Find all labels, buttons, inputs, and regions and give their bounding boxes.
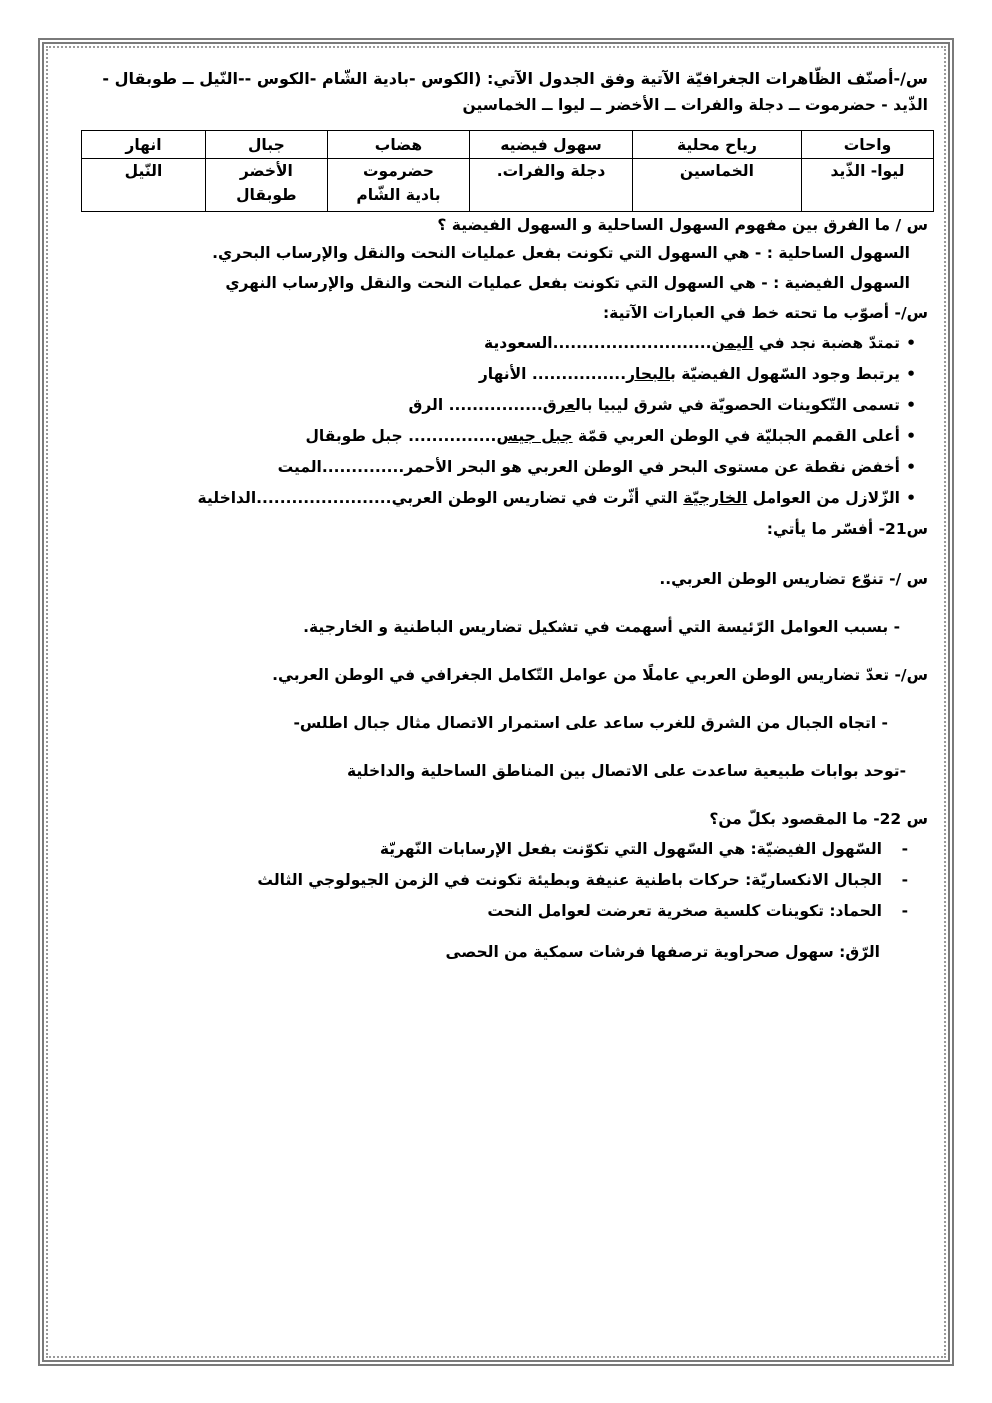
item-text: تسمى التّكوينات الحصويّة في شرق ليبيا بال (575, 396, 900, 414)
underlined-word: البحار (626, 365, 670, 383)
table-cell-plateaus (327, 159, 469, 212)
item-answer: ................ الرق (408, 396, 543, 414)
worksheet (64, 66, 928, 965)
table-header-cell: واحات (801, 131, 933, 159)
list-item (64, 328, 928, 359)
item-text: يرتبط وجود السّهول الفيضيّة ب (669, 365, 900, 383)
table-header-cell: انهار (82, 131, 206, 159)
question-plains-difference (64, 212, 928, 298)
list-item: - السّهول الفيضيّة: هي السّهول التي تكوّنت بفعل الإرسابات النّهريّة (64, 834, 928, 865)
cell-text: الخماسين (679, 162, 754, 180)
table-header-cell: جبال (205, 131, 327, 159)
table-header-cell: سهول فيضيه (470, 131, 633, 159)
item-text: أخفض نقطة عن مستوى البحر في الوطن العربي هو البحر الأحمر (404, 458, 900, 476)
list-item: - الحماد: تكوينات كلسية صخرية تعرضت لعوامل النحت (64, 896, 928, 927)
question-classify (64, 66, 928, 118)
list-item (64, 421, 928, 452)
table-header-cell: رياح محلية (632, 131, 801, 159)
list-item (64, 359, 928, 390)
table-header-cell: هضاب (327, 131, 469, 159)
sub-question: س/- تعدّ تضاريس الوطن العربي عاملًا من عوامل التّكامل الجغرافي في الوطن العربي. (272, 666, 928, 684)
table-row (82, 159, 934, 212)
table-cell-mountains (205, 159, 327, 212)
classification-table (81, 130, 934, 212)
answer-coastal-plains: السهول الساحلية : - هي السهول التي تكونت بفعل عمليات النحت والنقل والإرساب البحري. (212, 244, 910, 262)
cell-text: طوبقال (236, 186, 297, 204)
item-answer: ...........................السعودية (484, 334, 712, 352)
table-cell-oases (801, 159, 933, 212)
definitions-list (64, 834, 928, 927)
list-item: - الجبال الانكساريّة: حركات باطنية عنيفة وبطيئة تكونت في الزمن الجيولوجي الثالث (64, 865, 928, 896)
cell-text: حضرموت (362, 162, 434, 180)
underlined-word: اليمن (711, 334, 754, 352)
question-definitions (64, 804, 928, 965)
answer-text: - اتجاه الجبال من الشرق للغرب ساعد على استمرار الاتصال مثال جبال اطلس- (293, 714, 888, 732)
question-classify-line2: الذّيد - حضرموت ــ دجلة والفرات ــ الأخضر ــ ليوا ــ الخماسين (462, 96, 928, 114)
section-title: س21- أفسّر ما يأتي: (766, 520, 928, 538)
list-item (64, 390, 928, 421)
question-classify-line1: س/-أصنّف الظّاهرات الجغرافيّة الآتية وفق الجدول الآتي: (الكوس -بادية الشّام -الكوس --النّيل ــ طوبقال - (102, 69, 928, 88)
answer-text: - بسبب العوامل الرّئيسة التي أسهمت في تشكيل تضاريس الباطنية و الخارجية. (303, 618, 900, 636)
section-title: س 22- ما المقصود بكلّ من؟ (709, 810, 928, 828)
cell-text: ليوا- الذّيد (830, 162, 905, 180)
answer-text: -توحد بوابات طبيعية ساعدت على الاتصال بين المناطق الساحلية والداخلية (347, 762, 906, 780)
underlined-word: جبل جيس (496, 427, 573, 445)
item-text: تمتدّ هضبة نجد في (753, 334, 900, 352)
item-text: أعلى القمم الجبليّة في الوطن العربي قمّة (572, 427, 900, 445)
question-text: س / ما الفرق بين مفهوم السهول الساحلية و السهول الفيضية ؟ (437, 216, 928, 234)
list-item (64, 452, 928, 483)
table-cell-plains (470, 159, 633, 212)
question-explain (64, 514, 928, 784)
question-text: س/- أصوّب ما تحته خط في العبارات الآتية: (602, 304, 928, 322)
item-answer: التي أثّرت في تضاريس الوطن العربي.......................الداخلية (197, 489, 684, 507)
cell-text: بادية الشّام (356, 186, 441, 204)
question-correct (64, 298, 928, 514)
item-answer: ................ الأنهار (478, 365, 627, 383)
cell-text: النّيل (124, 162, 163, 180)
item-answer: ..............الميت (277, 458, 405, 476)
table-header-row (82, 131, 934, 159)
correction-list (64, 328, 928, 514)
cell-text: الأخضر (239, 162, 293, 180)
table-cell-winds (632, 159, 801, 212)
sub-question: س /- تنوّع تضاريس الوطن العربي.. (659, 570, 928, 588)
item-answer: ............... جبل طوبقال (305, 427, 497, 445)
answer-flood-plains: السهول الفيضية : - هي السهول التي تكونت بفعل عمليات النحت والنقل والإرساب النهري (225, 274, 910, 292)
table-cell-rivers (82, 159, 206, 212)
item-text: الزّلازل من العوامل (747, 489, 900, 507)
definition-extra: الرّق: سهول صحراوية ترصفها فرشات سمكية من الحصى (445, 943, 880, 961)
list-item (64, 483, 928, 514)
cell-text: دجلة والفرات. (496, 162, 606, 180)
underlined-word: عرق (542, 396, 576, 414)
underlined-word: الخارجيّة (683, 489, 748, 507)
